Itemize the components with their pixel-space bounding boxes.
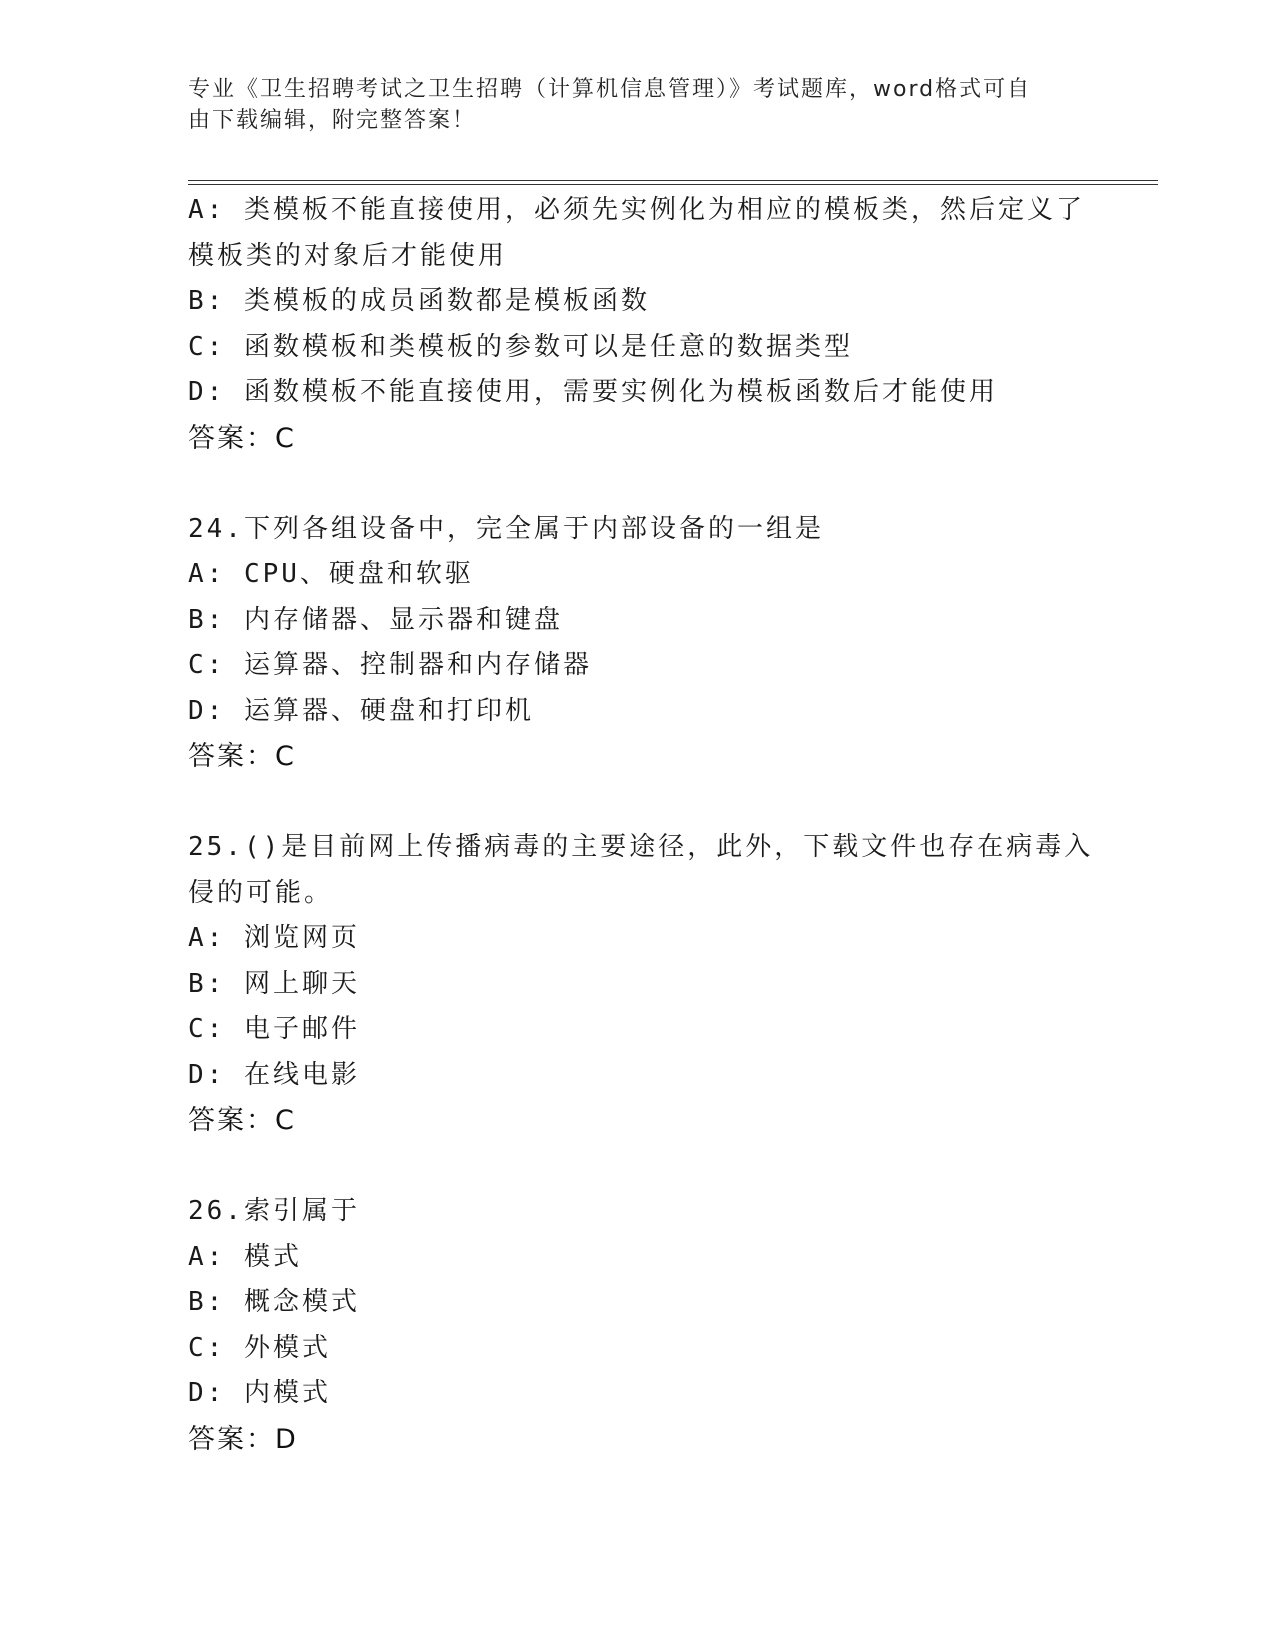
question-stem-line-2: 侵的可能。 (188, 877, 334, 908)
answer: 答案：C (188, 422, 296, 454)
option-b: B: 网上聊天 (188, 968, 360, 999)
option-a: A: 浏览网页 (188, 923, 360, 953)
spacer (188, 780, 1088, 826)
spacer (188, 461, 1088, 507)
answer: 答案：C (188, 1105, 296, 1136)
option-d: D: 运算器、硬盘和打印机 (188, 695, 534, 726)
option-d: D: 在线电影 (188, 1059, 360, 1090)
header-divider-bottom (188, 184, 1158, 185)
option-c: C: 电子邮件 (188, 1014, 360, 1044)
question-stem: 26.索引属于 (188, 1196, 360, 1226)
option-a-line-2: 模板类的对象后才能使用 (188, 240, 508, 271)
option-b: B: 概念模式 (188, 1287, 360, 1317)
question-23 (188, 188, 1088, 461)
question-list (188, 188, 1094, 1462)
option-d: D: 函数模板不能直接使用，需要实例化为模板函数后才能使用 (188, 377, 998, 407)
spacer (188, 1144, 1088, 1190)
document-header (188, 74, 1068, 136)
option-c: C: 外模式 (188, 1332, 331, 1363)
option-a: A: 模式 (188, 1241, 302, 1272)
header-line-2: 由下载编辑，附完整答案！ (188, 108, 477, 133)
question-25 (188, 825, 1094, 1144)
option-b: B: 内存储器、显示器和键盘 (188, 604, 563, 635)
option-b: B: 类模板的成员函数都是模板函数 (188, 286, 650, 316)
option-a: A: CPU、硬盘和软驱 (188, 559, 474, 589)
question-stem-line-1: 25.()是目前网上传播病毒的主要途径，此外，下载文件也存在病毒入 (188, 832, 1094, 862)
answer: 答案：C (188, 741, 296, 772)
question-26 (188, 1189, 1088, 1462)
header-divider-top (188, 180, 1158, 181)
option-c: C: 运算器、控制器和内存储器 (188, 650, 592, 680)
option-d: D: 内模式 (188, 1378, 331, 1408)
question-stem: 24.下列各组设备中，完全属于内部设备的一组是 (188, 513, 824, 544)
header-line-1: 专业《卫生招聘考试之卫生招聘（计算机信息管理）》考试题库，word格式可自 (188, 77, 1032, 102)
option-a-line-1: A: 类模板不能直接使用，必须先实例化为相应的模板类，然后定义了 (188, 195, 1085, 225)
option-c: C: 函数模板和类模板的参数可以是任意的数据类型 (188, 331, 853, 362)
question-24 (188, 507, 1088, 780)
answer: 答案：D (188, 1423, 298, 1455)
